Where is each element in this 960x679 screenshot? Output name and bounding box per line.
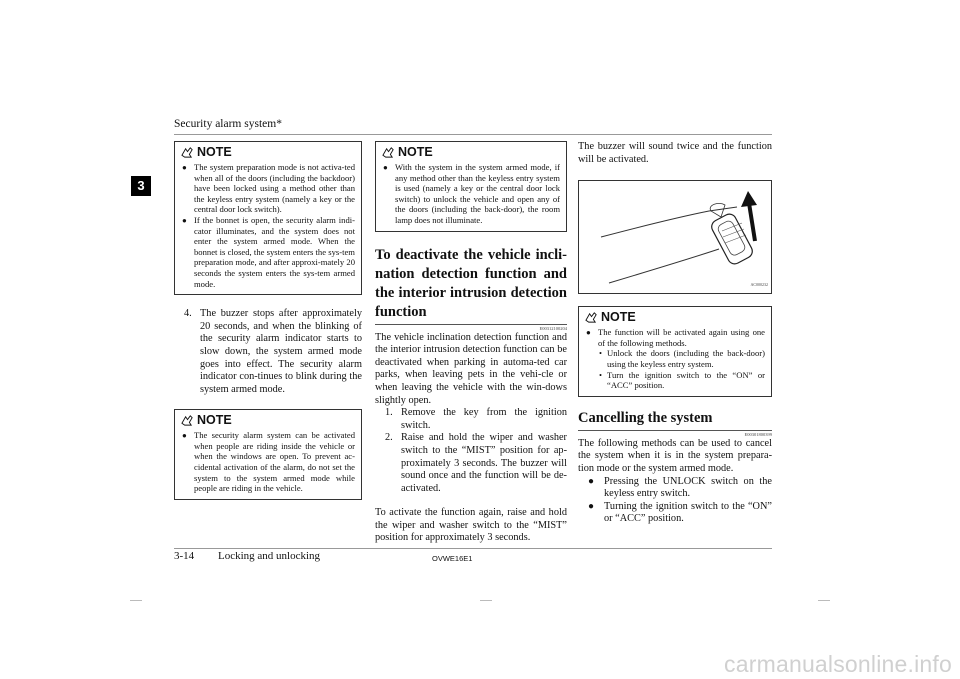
step-text: Remove the key from the ignition switch. bbox=[401, 407, 567, 431]
note-heading bbox=[585, 310, 765, 325]
wiper-lever-illustration bbox=[579, 181, 771, 293]
note-subitem bbox=[585, 370, 765, 391]
step-number: 4. bbox=[184, 308, 192, 320]
crop-mark bbox=[480, 600, 492, 601]
watermark: carmanualsonline.info bbox=[724, 651, 952, 677]
column-2 bbox=[375, 141, 567, 545]
sub-bullet-icon: • bbox=[599, 369, 603, 380]
note-text: With the system in the system armed mode, if any method other than the keyless entry system is used (namely a key or the central door lock switch) to unlock the vehicle and open any of the doors (including the back-door), the room lamp does not illuminate. bbox=[395, 162, 560, 225]
header-rule bbox=[174, 134, 772, 135]
note-hand-icon bbox=[382, 146, 395, 159]
edition-code: OVWE16E1 bbox=[432, 554, 473, 563]
note-text: The function will be activated again using one of the following methods. bbox=[598, 327, 765, 348]
note-box-2 bbox=[174, 409, 362, 500]
bullet-icon: ● bbox=[182, 215, 187, 225]
note-heading bbox=[181, 413, 355, 428]
footer-rule bbox=[174, 548, 772, 549]
step-number: 1. bbox=[385, 407, 393, 419]
deactivate-intro: The vehicle inclination detection function and the interior intrusion detection function can be deactivated when parking in automa-ted car parks, when leaving pets in the vehi-cle or when leaving the vehicle with the win-dows slightly open. bbox=[375, 331, 567, 406]
note-box-1 bbox=[174, 141, 362, 295]
column-3 bbox=[578, 141, 772, 526]
note-item bbox=[382, 162, 560, 226]
note-heading bbox=[382, 145, 560, 160]
step-text: The buzzer stops after approximately 20 seconds, and when the blinking of the security alarm indicator starts to slow down, the system armed mode goes into effect. The security alarm indicator con-tinues to blink during the system armed mode. bbox=[200, 308, 362, 395]
cancel-method bbox=[578, 501, 772, 526]
running-header: Security alarm system* bbox=[174, 118, 282, 130]
section-code: E00312100204 bbox=[539, 325, 567, 331]
crop-mark bbox=[818, 600, 830, 601]
cancel-method-text: Pressing the UNLOCK switch on the keyless entry switch. bbox=[604, 475, 772, 500]
note-hand-icon bbox=[181, 414, 194, 427]
cancel-method-text: Turning the ignition switch to the “ON” or “ACC” position. bbox=[604, 500, 772, 525]
note-box-3 bbox=[375, 141, 567, 232]
wiper-switch-figure bbox=[578, 180, 772, 294]
note-subitem bbox=[585, 348, 765, 369]
footer-section-title: Locking and unlocking bbox=[218, 550, 321, 562]
figure-code: AC000232 bbox=[750, 281, 768, 287]
column-1 bbox=[174, 141, 362, 500]
crop-mark bbox=[130, 600, 142, 601]
note-label: NOTE bbox=[197, 145, 232, 160]
bullet-icon: ● bbox=[182, 163, 187, 172]
cancel-method bbox=[578, 476, 772, 501]
note-text: Unlock the doors (including the back-door) using the keyless entry system. bbox=[607, 348, 765, 369]
note-hand-icon bbox=[181, 146, 194, 159]
section-title-cancel: Cancelling the system bbox=[578, 409, 713, 426]
note-item bbox=[181, 215, 355, 289]
sub-bullet-icon: • bbox=[599, 348, 603, 359]
bullet-icon: ● bbox=[383, 163, 388, 172]
bullet-icon: ● bbox=[586, 328, 591, 338]
bullet-icon: ● bbox=[588, 475, 595, 487]
note-box-4 bbox=[578, 306, 772, 397]
note-item bbox=[181, 430, 355, 494]
note-text: The system preparation mode is not activa-ted when all of the doors (including the backdoor) have been locked using a method other than the keyless entry system (namely a key or the central door lock switch). bbox=[194, 162, 355, 215]
buzzer-paragraph: The buzzer will sound twice and the function will be activated. bbox=[578, 141, 772, 165]
chapter-tab: 3 bbox=[131, 176, 151, 196]
step-number: 2. bbox=[385, 432, 393, 444]
note-label: NOTE bbox=[197, 413, 232, 428]
bullet-icon: ● bbox=[182, 431, 187, 441]
section-code: E00301800399 bbox=[744, 431, 772, 437]
note-heading bbox=[181, 145, 355, 160]
note-item bbox=[181, 162, 355, 215]
step-1 bbox=[375, 407, 567, 432]
step-text: Raise and hold the wiper and washer switch to the “MIST” position for ap-proximately 3 seconds. The buzzer will sound once and the function will be de-activated. bbox=[401, 432, 567, 494]
note-label: NOTE bbox=[601, 310, 636, 325]
section-title-deactivate: To deactivate the vehicle incli-nation detection function and the interior intrusion detection function bbox=[375, 246, 567, 320]
note-text: The security alarm system can be activated when people are riding inside the vehicle or when the windows are open. To prevent ac-cidental activation of the alarm, do not set the system to the system armed mode while people are riding in the vehicle. bbox=[194, 430, 355, 494]
note-item bbox=[585, 327, 765, 348]
page-number: 3-14 bbox=[174, 550, 195, 562]
note-text: If the bonnet is open, the security alarm indi-cator illuminates, and the system does not enter the system armed mode. When the bonnet is closed, the system enters the sys-tem preparation mode, and after approxi-mately 20 seconds the system enters the sys-tem armed mode. bbox=[194, 214, 355, 289]
step-2 bbox=[375, 432, 567, 495]
note-text: Turn the ignition switch to the “ON” or “ACC” position. bbox=[607, 369, 765, 391]
note-hand-icon bbox=[585, 311, 598, 324]
step-4 bbox=[174, 308, 362, 396]
cancel-paragraph: The following methods can be used to cancel the system when it is in the system prepara-tion mode or the system armed mode. bbox=[578, 437, 772, 474]
note-label: NOTE bbox=[398, 145, 433, 160]
bullet-icon: ● bbox=[588, 500, 595, 512]
reactivate-paragraph: To activate the function again, raise and hold the wiper and washer switch to the “MIST” position for approximately 3 seconds. bbox=[375, 507, 567, 544]
